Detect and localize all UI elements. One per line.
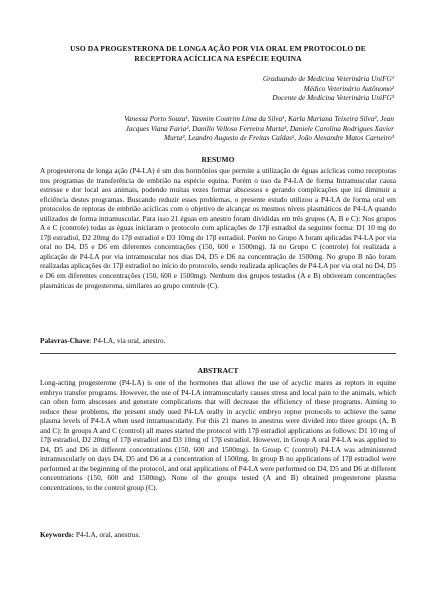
resumo-body: A progesterona de longa ação (P4-LA) é um dos hormônios que permite a utilização de éguas acíclicas como receptoras nos programas de transferência de embrião na espécie equina. Porém o uso da P4-LA de forma Intramuscular causa estresse e dor local aos animais, podendo muitas vezes formar abscessos e gerando complicações que irá diminuir a eficiência destes programas. Buscando reduzir esses problemas, o presente estudo utilizou a P4-LA de forma oral em protocolos de reptoras de embrião acíclicas com o objetivo de alcançar os mesmos níveis plasmáticos de P4-LA quando utilizados de forma intramuscular. Para isso 21 éguas em anestro foram divididas em três grupos (A, B e C): Nos grupos A e C (controle) todas as éguas iniciaram o protocolo com aplicações de 17β estradiol da seguinte forma: D1 10 mg do 17β estradiol, D2 20mg do 17β estradiol e D3 10mg do 17β estradiol. Porém no Grupo A foram aplicadas P4-LA por via oral no D4, D5 e D6 em diferentes concentrações (150, 600 e 1500mg). Já no Grupo C (controle) foi realizada a aplicação de P4-LA por via intramuscular nos dias D4, D5 e D6 na concentração de 1500mg. No grupo B não foram realizadas aplicações do 17β estradiol no início do protocolo, sendo realizada aplicações de P4-LA por via oral no D4, D5 e D6 em diferentes concentrações (150, 600 e 1500mg). Nenhum dos grupos testados (A e B) obtiveram concentrações plasmáticas de progesterona, similares ao grupo controle (C). (40, 166, 396, 290)
resumo-heading: RESUMO (201, 155, 235, 164)
keywords (40, 530, 396, 540)
title-line-1: USO DA PROGESTERONA DE LONGA AÇÃO POR VIA ORAL EM PROTOCOLO DE (70, 44, 366, 53)
affiliation-2: Médico Veterinário Autônomo² (303, 83, 394, 93)
palavras-chave-label: Palavras-Chave (40, 336, 90, 345)
affiliations (263, 74, 394, 103)
affiliation-1: Graduando de Medicina Veterinária UniFG¹ (262, 74, 394, 83)
abstract-body: Long-acting progesterone (P4-LA) is one of the hormones that allows the use of acyclic mares as reptors in equine embryo transfer programs. However, the use of P4-LA intramuscularly causes stress and local pain to the animals, which can often form abscesses and generate complications that will decrease the efficiency of these programs. Aiming to reduce these problems, the present study used P4-LA orally in acyclic embryo reptor protocols to achieve the same plasma levels of P4-LA when used intramuscularly. For this 21 mares in anestrus were divided into three groups (A, B and C): In groups A and C (control) all mares started the protocol with 17β estradiol applications as follows: D1 10 mg of 17β estradiol, D2 20mg of 17β estradiol and D3 10mg of 17β estradiol. However, in Group A oral P4-LA was applied to D4, D5 and D6 in different concentrations (150, 600 and 1500mg). In Group C (control) P4-LA was administered intramuscularly on days D4, D5 and D6 at a concentration of 1500mg. In group B no applications of 17β estradiol were performed at the beginning of the protocol, and oral applications of P4-LA were performed on D4, D5 and D6 at different concentrations (150, 600 and 1500mg). None of the groups tested (A and B) obtained progesterone plasma concentrations, to the control group (C). (40, 378, 396, 493)
keywords-text: P4-LA, oral, anestrus. (74, 530, 141, 539)
authors (64, 114, 394, 143)
authors-line-1: Vanessa Porto Souza¹, Yasmim Coutrim Lima da Silva¹, Karla Mariana Teixeira Silva², Jean (124, 114, 394, 123)
palavras-chave-text: : P4-LA, via oral, anestro. (89, 336, 166, 345)
paper-title (40, 44, 396, 64)
section-divider (40, 353, 396, 354)
palavras-chave (40, 336, 396, 346)
authors-line-2: Jacques Viana Faria², Danillo Velloso Ferreira Murta³, Daniele Carolina Rodrigues Xavier (125, 123, 394, 133)
abstract-heading: ABSTRACT (197, 366, 239, 375)
keywords-label: Keywords: (40, 530, 75, 539)
affiliation-3: Docente de Medicina Veterinária UniFG³ (272, 93, 394, 103)
authors-line-3: Murta³, Leandro Augusto de Freitas Caldas², João Alexandre Matos Carneiro³ (164, 133, 394, 143)
title-line-2: RECEPTORA ACÍCLICA NA ESPÉCIE EQUINA (134, 54, 302, 63)
